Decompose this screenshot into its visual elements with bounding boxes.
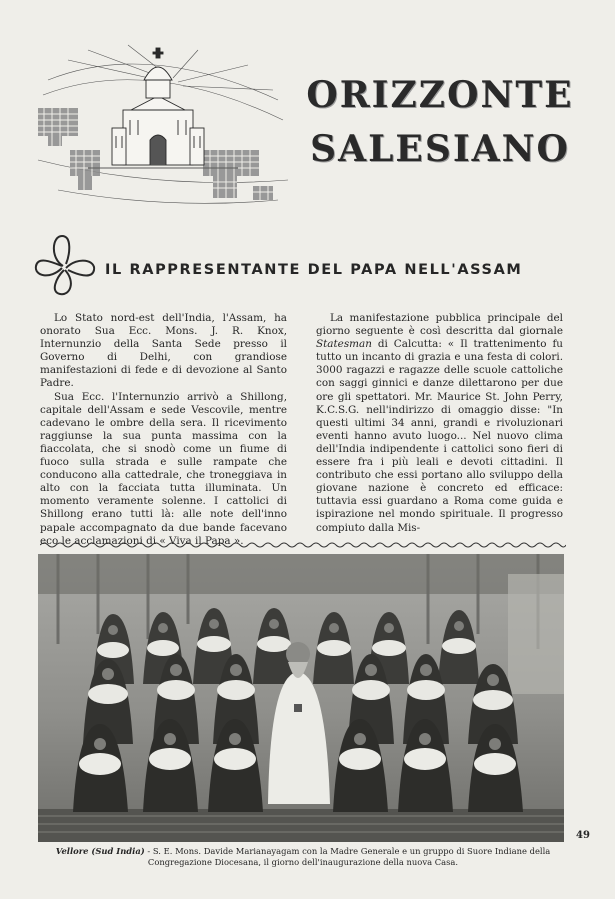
paragraph: Sua Ecc. l'Internunzio arrivò a Shillong, capitale dell'Assam e sede Vescovile, mentre cadevano le ombre della sera. Il ricevimento raggiunse la sua punta massima con la fiaccolata, che si snodò come un fiume di fuoco sulla strada e sulle rampate che conducono alla cattedrale, che troneggiava in alto con la facciata tutta illuminata. Un momento veramente solenne. I cattolici di Shillong erano tutti là: alle note dell'inno papale accompagnato da due bande facevano eco le acclamazioni di « Viva il Papa ».: [40, 390, 287, 547]
paragraph: Lo Stato nord-est dell'India, l'Assam, ha onorato Sua Ecc. Mons. J. R. Knox, Internunzio della Santa Sede presso il Governo di Delhi, con grandiose manifestazioni di fede e di devozione al Santo Padre.: [40, 312, 287, 390]
paragraph-text: di Calcutta: « Il trattenimento fu tutto un incanto di grazia e una festa di colori. 3000 ragazzi e ragazze delle scuole cattoliche con saggi ginnici e danze dilettarono per due ore gli spettatori. Mr. Maurice St. John Perry, K.C.S.G. nell'indirizzo di omaggio disse: "In questi ultimi 34 anni, grandi e rivoluzionari eventi hanno avuto luogo... Nel nuovo clima dell'India indipendente i cattolici sono fieri di essere fra i più leali e devoti cittadini. Il contributo che essi portano allo sviluppo della giovane nazione è concreto ed efficace: tuttavia essi guardano a Roma come guida e ispirazione nel mondo spirituale. Il progresso compiuto dalla Mis-: [316, 338, 563, 534]
article-body: [40, 312, 565, 547]
group-photograph: [38, 554, 564, 842]
paragraph-text: La manifestazione pubblica principale del giorno seguente è così descritta dal giornale: [316, 312, 563, 338]
caption-text: - S. E. Mons. Davide Marianayagam con la Madre Generale e un gruppo di Suore Indiane della Congregazione Diocesana, il giorno dell'inaugurazione della nuova Casa.: [144, 846, 551, 867]
masthead-title-line1: ORIZZONTE: [306, 74, 574, 116]
church-world-map-illustration: [28, 40, 298, 220]
newspaper-name: Statesman: [316, 338, 372, 351]
flower-ornament-icon: [30, 230, 100, 300]
left-column: [40, 312, 287, 548]
photo-caption: [40, 846, 566, 868]
masthead-title: [300, 68, 580, 176]
divider-rule: [40, 541, 566, 549]
masthead-title-line2: SALESIANO: [310, 128, 570, 170]
article-title: IL RAPPRESENTANTE DEL PAPA NELL'ASSAM: [105, 262, 523, 278]
right-column: [316, 312, 563, 535]
page-number: 49: [576, 830, 590, 841]
caption-place: Vellore (Sud India): [55, 846, 145, 856]
article-header: [30, 230, 590, 300]
paragraph: [316, 312, 563, 535]
